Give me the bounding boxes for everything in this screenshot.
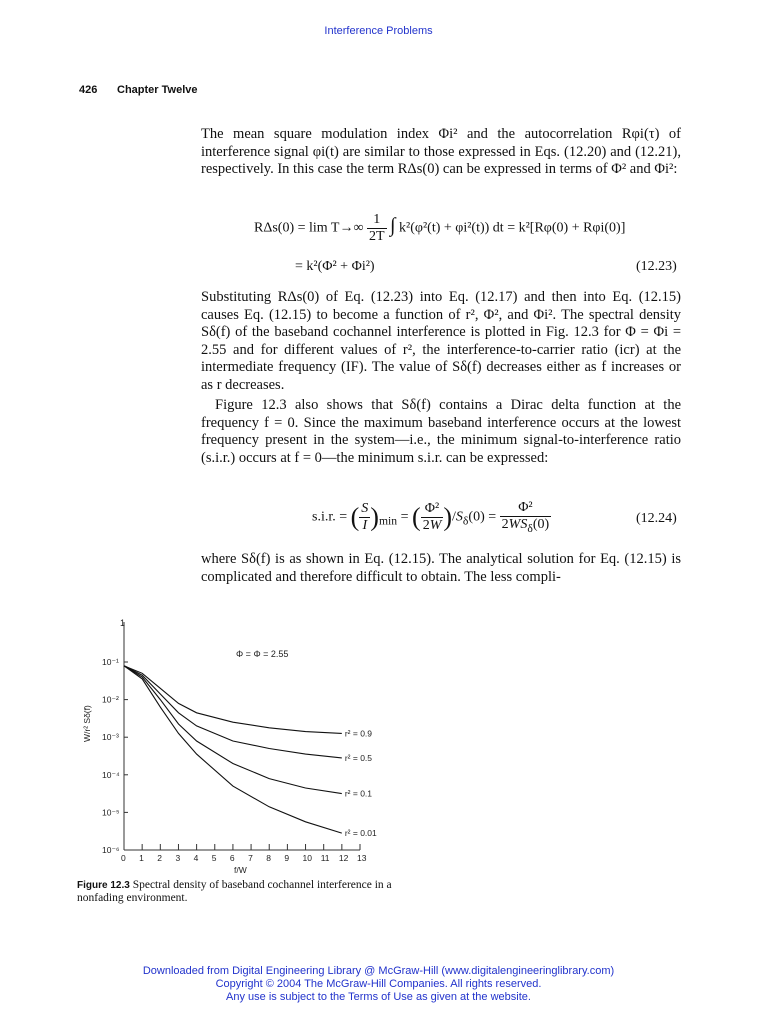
figure-label: Figure 12.3 bbox=[77, 880, 130, 891]
y-axis-label: W/r² Sδ(f) bbox=[82, 705, 92, 742]
x-tick-label: 3 bbox=[175, 853, 181, 863]
y-tick-label: 10⁻¹ bbox=[102, 657, 119, 667]
x-tick-label: 2 bbox=[157, 853, 163, 863]
paragraph-4: where Sδ(f) is as shown in Eq. (12.15). The analytical solution for Eq. (12.15) is complicated and therefore difficult to obtain. The less compli- bbox=[201, 551, 681, 585]
x-axis-label: f/W bbox=[234, 865, 247, 875]
series-line-1 bbox=[124, 666, 342, 758]
x-tick-label: 11 bbox=[320, 853, 330, 863]
x-tick-label: 9 bbox=[284, 853, 290, 863]
series-line-0 bbox=[124, 666, 342, 734]
equation-12-23-line1 bbox=[254, 212, 625, 245]
x-tick-label: 5 bbox=[211, 853, 217, 863]
y-tick-label: 10⁻³ bbox=[102, 732, 119, 743]
footer-line-3: Any use is subject to the Terms of Use as given at the website. bbox=[226, 991, 531, 1003]
x-tick-label: 12 bbox=[338, 853, 349, 863]
eq-12-23-fraction: $\frac{1}{2T}$ bbox=[368, 212, 385, 244]
figure-caption-text: Spectral density of baseband cochannel interference in a nonfading environment. bbox=[77, 879, 392, 904]
paragraph-1: The mean square modulation index Φi² and the autocorrelation Rφi(τ) of interference signal φi(t) are similar to those expressed in Eqs. (12.20) and (12.21), respectively. In this case the term RΔs(0) can be expressed in terms of Φ² and Φi²: bbox=[201, 126, 681, 178]
integral-sign: ∫ bbox=[390, 214, 396, 237]
curve-label-1: r² = 0.5 bbox=[344, 752, 373, 763]
eq-12-23-rhs: k²(φ²(t) + φi²(t)) dt = k²[Rφ(0) + Rφi(0)] bbox=[399, 220, 626, 236]
figure-caption bbox=[77, 879, 397, 905]
x-tick-label: 7 bbox=[248, 853, 253, 863]
x-tick-label: 6 bbox=[229, 853, 235, 863]
x-tick-label: 10 bbox=[302, 853, 313, 863]
paragraph-3: Figure 12.3 also shows that Sδ(f) contains a Dirac delta function at the frequency f = 0. Since the maximum baseband interference occurs at the lowest frequency present in the system—i.e., the minimum signal-to-interference ratio (s.i.r.) occurs at f = 0—the minimum s.i.r. can be expressed: bbox=[201, 397, 681, 466]
x-tick-label: 13 bbox=[357, 853, 367, 863]
x-tick-label: 1 bbox=[139, 853, 144, 863]
curve-label-2: r² = 0.1 bbox=[344, 788, 373, 799]
paragraph-2: Substituting RΔs(0) of Eq. (12.23) into Eq. (12.17) and then into Eq. (12.15) causes Eq. (12.15) to become a function of r², Φ², and Φi². The spectral density Sδ(f) of the baseband cochannel interference is plotted in Fig. 12.3 for Φ = Φi = 2.55 and for different values of r², the interference-to-carrier ratio (icr) at the intermediate frequency (IF). The value of Sδ(f) decreases either as f increases or as r decreases. bbox=[201, 289, 681, 393]
y-tick-label: 10⁻⁵ bbox=[102, 807, 120, 818]
y-tick-label: 10⁻⁶ bbox=[102, 845, 120, 855]
equation-12-23-number: (12.23) bbox=[636, 259, 677, 274]
spectral-density-chart bbox=[78, 605, 408, 875]
y-tick-label: 10⁻² bbox=[102, 694, 119, 705]
x-tick-label: 4 bbox=[193, 853, 199, 863]
y-tick-label: 10⁻⁴ bbox=[102, 769, 120, 780]
eq-12-23-lhs: RΔs(0) = lim T→∞ bbox=[254, 220, 364, 236]
x-tick-label: 0 bbox=[121, 853, 126, 863]
x-tick-label: 8 bbox=[266, 853, 271, 863]
page-number: 426 bbox=[79, 84, 98, 96]
equation-12-24: s.i.r. = ( $\frac{S}{I}$ )$_{min}$ = ( $\frac{\text{Φ²}}{2W}$ )$/S_\delta(0)$ = $\frac{\text{Φ²}}{2WS_\delta(0)}$ bbox=[312, 500, 550, 535]
top-tick-label: 1 bbox=[120, 618, 126, 628]
eq-12-24-lhs: s.i.r. = bbox=[312, 509, 348, 525]
chart-title: Φ = Φ = 2.55 bbox=[236, 649, 289, 659]
footer-line-2: Copyright © 2004 The McGraw-Hill Companies. All rights reserved. bbox=[215, 978, 542, 990]
footer-line-1[interactable]: Downloaded from Digital Engineering Library @ McGraw-Hill (www.digitalengineeringlibrary.com) bbox=[142, 965, 615, 977]
curve-label-3: r² = 0.01 bbox=[344, 828, 377, 839]
curve-label-0: r² = 0.9 bbox=[344, 728, 373, 739]
equation-12-24-number: (12.24) bbox=[636, 511, 677, 526]
running-header: Interference Problems bbox=[324, 25, 433, 37]
chapter-title: Chapter Twelve bbox=[117, 84, 198, 96]
equation-12-23-line2: = k²(Φ² + Φi²) bbox=[295, 259, 375, 274]
